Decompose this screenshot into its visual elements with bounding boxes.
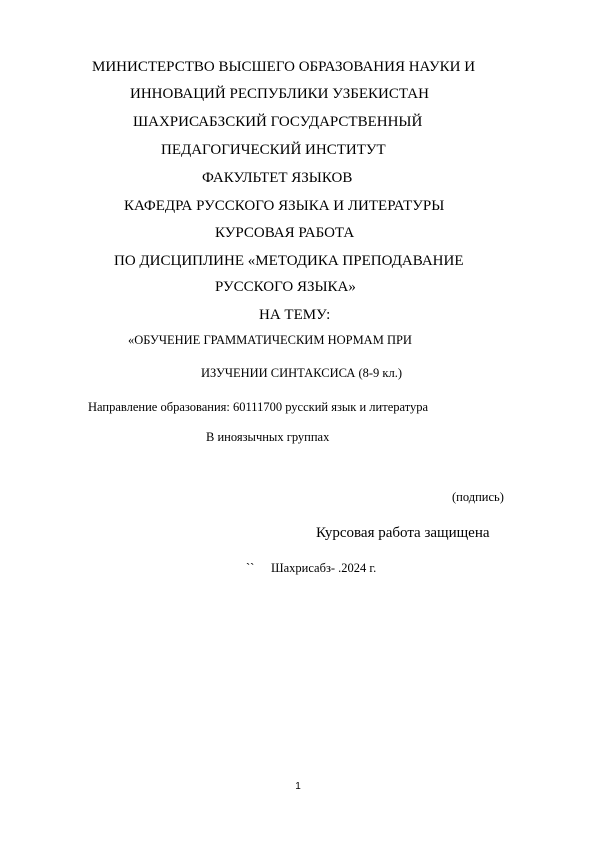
- institute-line-2: ПЕДАГОГИЧЕСКИЙ ИНСТИТУТ: [161, 142, 386, 158]
- page-number: 1: [295, 781, 301, 792]
- signature-label: (подпись): [452, 490, 504, 504]
- discipline-line-1: ПО ДИСЦИПЛИНЕ «МЕТОДИКА ПРЕПОДАВАНИЕ: [114, 253, 464, 269]
- ministry-line-2: ИННОВАЦИЙ РЕСПУБЛИКИ УЗБЕКИСТАН: [130, 86, 429, 102]
- city-year-line: Шахрисабз- .2024 г.: [271, 561, 377, 575]
- direction-line: Направление образования: 60111700 русский язык и литература: [88, 400, 429, 414]
- topic-line-2: ИЗУЧЕНИИ СИНТАКСИСА (8-9 кл.): [201, 366, 403, 380]
- topic-line-1: «ОБУЧЕНИЕ ГРАММАТИЧЕСКИМ НОРМАМ ПРИ: [128, 333, 412, 347]
- topic-heading: НА ТЕМУ:: [259, 307, 331, 323]
- work-type-line: КУРСОВАЯ РАБОТА: [215, 225, 355, 241]
- groups-line: В иноязычных группах: [206, 430, 330, 444]
- department-line: КАФЕДРА РУССКОГО ЯЗЫКА И ЛИТЕРАТУРЫ: [124, 198, 445, 214]
- discipline-line-2: РУССКОГО ЯЗЫКА»: [215, 279, 356, 295]
- faculty-line: ФАКУЛЬТЕТ ЯЗЫКОВ: [202, 170, 353, 186]
- ministry-line-1: МИНИСТЕРСТВО ВЫСШЕГО ОБРАЗОВАНИЯ НАУКИ И: [92, 59, 476, 75]
- quote-marks: ``: [246, 561, 255, 575]
- defended-line: Курсовая работа защищена: [316, 525, 490, 541]
- institute-line-1: ШАХРИСАБЗСКИЙ ГОСУДАРСТВЕННЫЙ: [133, 114, 423, 130]
